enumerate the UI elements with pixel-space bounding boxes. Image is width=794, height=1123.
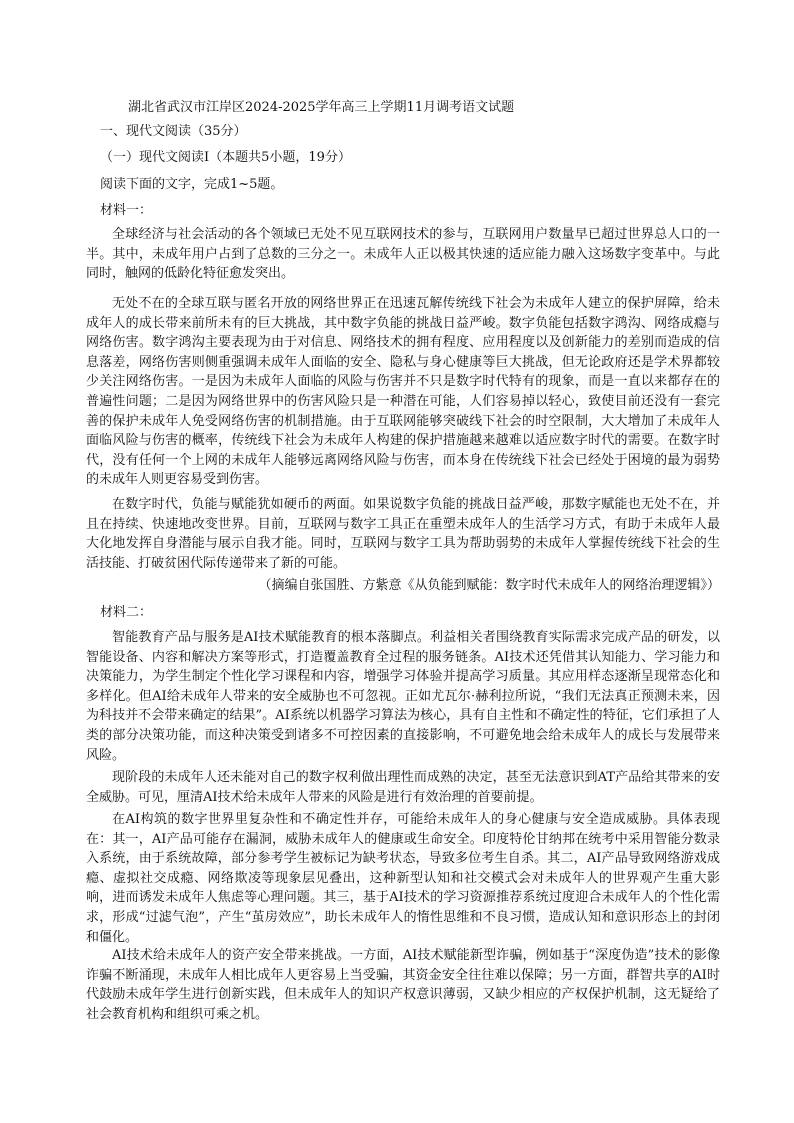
material-one-paragraph: 无处不在的全球互联与匿名开放的网络世界正在迅速瓦解传统线下社会为未成年人建立的保护屏障，给未成年人的成长带来前所未有的巨大挑战，其中数字负能的挑战日益严峻。数字负能包括数字鸿沟、网络成瘾与网络伤害。数字鸿沟主要表现为由于对信息、网络技术的拥有程度、应用程度以及创新能力的差别而造成的信息落差，网络伤害则侧重强调未成年人面临的安全、隐私与身心健康等巨大挑战，但无论政府还是学术界都较少关注网络伤害。一是因为未成年人面临的风险与伤害并不只是数字时代特有的现象，而是一直以来都存在的普遍性问题；二是因为网络世界中的伤害风险只是一种潜在可能，人们容易掉以轻心，致使目前还没有一套完善的保护未成年人免受网络伤害的机制措施。由于互联网能够突破线下社会的时空限制，大大增加了未成年人面临风险与伤害的概率，传统线下社会为未成年人构建的保护措施越来越难以适应数字时代的需要。在数字时代，没有任何一个上网的未成年人能够远离网络风险与伤害，而本身在传统线下社会已经处于困境的最为弱势的未成年人则更容易受到伤害。 xyxy=(86,296,720,488)
section-heading: 一、现代文阅读（35分） xyxy=(100,124,247,139)
reading-instruction: 阅读下面的文字，完成1~5题。 xyxy=(100,177,284,192)
material-two-paragraph: AI技术给未成年人的资产安全带来挑战。一方面，AI技术赋能新型诈骗，例如基于“深度伪造”技术的影像诈骗不断涌现，未成年人相比成年人更容易上当受骗，其资金安全往往难以保障；另一方面，群智共享的AI时代鼓励未成年学生进行创新实践，但未成年人的知识产权意识薄弱，又缺少相应的产权保护机制，这无疑给了社会教育机构和组织可乘之机。 xyxy=(86,948,720,1022)
material-one-heading: 材料一： xyxy=(100,203,153,218)
exam-title: 湖北省武汉市江岸区2024-2025学年高三上学期11月调考语文试题 xyxy=(128,100,515,115)
material-two-paragraph: 智能教育产品与服务是AI技术赋能教育的根本落脚点。利益相关者围绕教育实际需求完成产品的研发，以智能设备、内容和解决方案等形式，打造覆盖教育全过程的服务链条。AI技术还凭借其认知能力、学习能力和决策能力，为学生制定个性化学习课程和内容，增强学习体验并提高学习质量。其应用样态逐渐呈现常态化和多样化。但AI给未成年人带来的安全威胁也不可忽视。正如尤瓦尔·赫利拉所说，“我们无法真正预测未来，因为科技并不会带来确定的结果”。AI系统以机器学习算法为核心，具有自主性和不确定性的特征，它们承担了人类的部分决策功能，而这种决策受到诸多不可控因素的直接影响，不可避免地会给未成年人的成长与发展带来风险。 xyxy=(86,630,720,763)
material-two-heading: 材料二： xyxy=(100,605,153,620)
material-two-paragraph: 现阶段的未成年人还未能对自己的数字权利做出理性而成熟的决定，甚至无法意识到AT产品给其带来的安全威胁。可见，厘清AI技术给未成年人带来的风险是进行有效治理的首要前提。 xyxy=(86,770,720,805)
subsection-heading: （一）现代文阅读Ⅰ（本题共5小题，19分） xyxy=(100,150,351,165)
material-two-paragraph: 在AI构筑的数字世界里复杂性和不确定性并存，可能给未成年人的身心健康与安全造成威胁。具体表现在：其一，AI产品可能存在漏洞，威胁未成年人的健康或生命安全。印度特伦甘纳邦在统考中采用智能分数录入系统，由于系统故障，部分参考学生被标记为缺考状态，导致多位考生自杀。其二，AI产品导致网络游戏成瘾、虚拟社交成瘾、网络欺凌等现象层见叠出，这种新型认知和社交模式会对未成年人的世界观产生重大影响，进而诱发未成年人焦虑等心理问题。其三，基于AI技术的学习资源推荐系统过度迎合未成年人的个性化需求，形成“过滤气泡”，产生“茧房效应”，助长未成年人的惰性思维和不良习惯，造成认知和意识形态上的封闭和僵化。 xyxy=(86,812,720,945)
material-one-paragraph: 全球经济与社会活动的各个领域已无处不见互联网技术的参与，互联网用户数量早已超过世界总人口的一半。其中，未成年用户占到了总数的三分之一。未成年人正以极其快速的适应能力融入这场数字变革中。与此同时，触网的低龄化特征愈发突出。 xyxy=(86,227,720,282)
material-one-paragraph: 在数字时代，负能与赋能犹如硬币的两面。如果说数字负能的挑战日益严峻，那数字赋能也无处不在，并且在持续、快速地改变世界。目前，互联网与数字工具正在重塑未成年人的生活学习方式，有助于未成年人最大化地发挥自身潜能与展示自我才能。同时，互联网与数字工具为帮助弱势的未成年人掌握传统线下社会的生活技能、打破贫困代际传递带来了新的可能。 xyxy=(86,497,720,571)
material-one-source: （摘编自张国胜、方紫意《从负能到赋能：数字时代未成年人的网络治理逻辑》） xyxy=(258,578,720,593)
